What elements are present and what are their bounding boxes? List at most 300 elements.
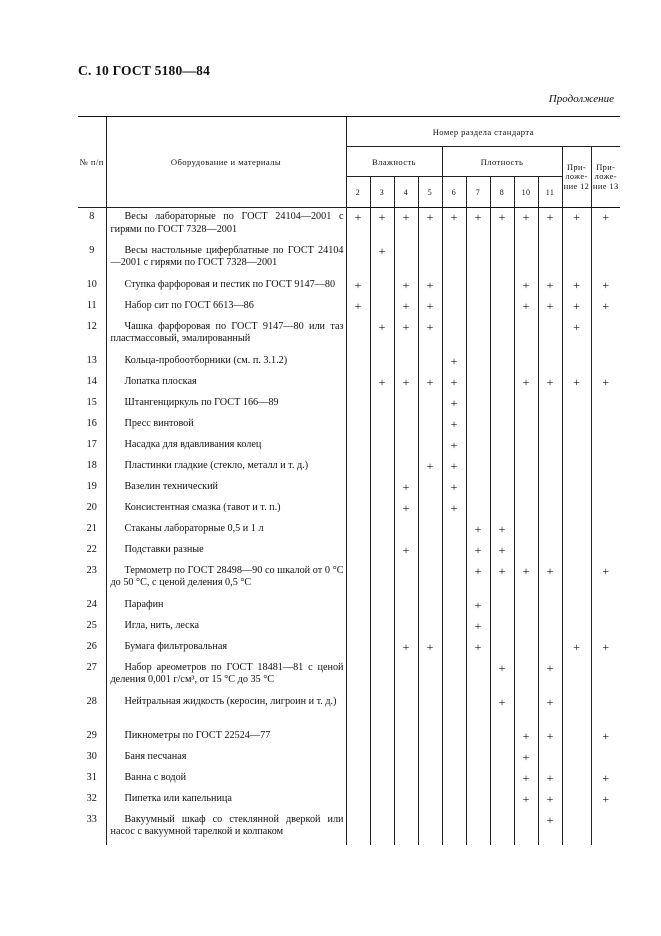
header-density: Плотность bbox=[442, 147, 562, 177]
mark-cell bbox=[490, 394, 514, 415]
mark-cell bbox=[418, 352, 442, 373]
mark-cell bbox=[418, 562, 442, 596]
header-section-10: 10 bbox=[514, 177, 538, 208]
equipment-name: Вакуумный шкаф со стеклянной дверкой или насос с вакуумной тарелкой и колпаком bbox=[106, 811, 346, 845]
mark-cell: + bbox=[562, 638, 591, 659]
table-row bbox=[78, 373, 620, 394]
mark-cell bbox=[418, 499, 442, 520]
mark-cell bbox=[346, 352, 370, 373]
mark-cell bbox=[370, 520, 394, 541]
mark-cell: + bbox=[538, 811, 562, 845]
mark-cell: + bbox=[346, 297, 370, 318]
row-number: 14 bbox=[86, 375, 97, 387]
mark-cell bbox=[466, 373, 490, 394]
table-row bbox=[78, 208, 620, 242]
row-number: 13 bbox=[86, 354, 97, 366]
header-section-6: 6 bbox=[442, 177, 466, 208]
mark-cell bbox=[514, 693, 538, 727]
mark-cell bbox=[591, 659, 620, 693]
mark-cell: + bbox=[442, 499, 466, 520]
equipment-name: Пресс винтовой bbox=[106, 415, 346, 436]
mark-cell bbox=[538, 436, 562, 457]
mark-cell bbox=[490, 727, 514, 748]
mark-cell bbox=[394, 562, 418, 596]
mark-cell bbox=[490, 790, 514, 811]
row-number: 23 bbox=[86, 564, 97, 576]
mark-cell bbox=[370, 769, 394, 790]
mark-cell bbox=[538, 352, 562, 373]
mark-cell bbox=[442, 638, 466, 659]
mark-cell bbox=[490, 297, 514, 318]
row-number: 10 bbox=[86, 278, 97, 290]
mark-cell bbox=[346, 638, 370, 659]
mark-cell: + bbox=[394, 638, 418, 659]
header-section-7: 7 bbox=[466, 177, 490, 208]
mark-cell bbox=[591, 520, 620, 541]
mark-cell bbox=[346, 394, 370, 415]
mark-cell bbox=[490, 373, 514, 394]
mark-cell bbox=[418, 617, 442, 638]
row-number: 33 bbox=[86, 813, 97, 825]
row-number: 22 bbox=[86, 543, 97, 555]
mark-cell bbox=[591, 394, 620, 415]
mark-cell bbox=[346, 541, 370, 562]
mark-cell: + bbox=[514, 562, 538, 596]
mark-cell bbox=[562, 478, 591, 499]
equipment-name: Парафин bbox=[106, 596, 346, 617]
table-row bbox=[78, 352, 620, 373]
mark-cell bbox=[562, 436, 591, 457]
mark-cell bbox=[538, 541, 562, 562]
mark-cell: + bbox=[538, 276, 562, 297]
mark-cell: + bbox=[394, 276, 418, 297]
mark-cell: + bbox=[394, 499, 418, 520]
mark-cell bbox=[346, 242, 370, 276]
equipment-name: Ванна с водой bbox=[106, 769, 346, 790]
mark-cell bbox=[591, 596, 620, 617]
mark-cell bbox=[466, 659, 490, 693]
mark-cell: + bbox=[418, 373, 442, 394]
row-number: 8 bbox=[89, 211, 95, 222]
table-row bbox=[78, 596, 620, 617]
row-number: 12 bbox=[86, 320, 97, 332]
mark-cell: + bbox=[346, 276, 370, 297]
mark-cell bbox=[394, 693, 418, 727]
mark-cell bbox=[466, 394, 490, 415]
mark-cell bbox=[442, 596, 466, 617]
mark-cell bbox=[490, 748, 514, 769]
mark-cell: + bbox=[370, 208, 394, 242]
mark-cell bbox=[514, 478, 538, 499]
mark-cell bbox=[346, 596, 370, 617]
mark-cell bbox=[346, 415, 370, 436]
mark-cell bbox=[466, 318, 490, 352]
mark-cell bbox=[538, 617, 562, 638]
row-number: 29 bbox=[86, 729, 97, 741]
header-section-4: 4 bbox=[394, 177, 418, 208]
mark-cell: + bbox=[466, 596, 490, 617]
mark-cell: + bbox=[562, 373, 591, 394]
mark-cell bbox=[346, 436, 370, 457]
mark-cell bbox=[514, 457, 538, 478]
mark-cell bbox=[591, 242, 620, 276]
header-appendix-13: При-ложе-ние 13 bbox=[591, 147, 620, 208]
mark-cell bbox=[370, 659, 394, 693]
mark-cell bbox=[466, 811, 490, 845]
mark-cell bbox=[370, 811, 394, 845]
mark-cell bbox=[514, 617, 538, 638]
equipment-name: Термометр по ГОСТ 28498—90 со шкалой от 0 °С до 50 °С, с ценой деления 0,5 °С bbox=[106, 562, 346, 596]
mark-cell bbox=[418, 748, 442, 769]
mark-cell bbox=[514, 415, 538, 436]
equipment-name: Пипетка или капельница bbox=[106, 790, 346, 811]
mark-cell bbox=[442, 748, 466, 769]
header-section-5: 5 bbox=[418, 177, 442, 208]
mark-cell bbox=[394, 436, 418, 457]
mark-cell bbox=[466, 242, 490, 276]
mark-cell bbox=[562, 562, 591, 596]
mark-cell bbox=[538, 748, 562, 769]
mark-cell bbox=[591, 617, 620, 638]
mark-cell bbox=[370, 638, 394, 659]
mark-cell bbox=[442, 769, 466, 790]
mark-cell bbox=[490, 478, 514, 499]
mark-cell bbox=[562, 541, 591, 562]
mark-cell bbox=[418, 769, 442, 790]
mark-cell: + bbox=[591, 373, 620, 394]
mark-cell bbox=[394, 596, 418, 617]
mark-cell bbox=[490, 415, 514, 436]
mark-cell: + bbox=[514, 748, 538, 769]
equipment-name: Насадка для вдавливания колец bbox=[106, 436, 346, 457]
mark-cell bbox=[514, 352, 538, 373]
mark-cell bbox=[562, 520, 591, 541]
row-number: 26 bbox=[86, 640, 97, 652]
mark-cell bbox=[442, 790, 466, 811]
equipment-name: Вазелин технический bbox=[106, 478, 346, 499]
equipment-name: Лопатка плоская bbox=[106, 373, 346, 394]
mark-cell bbox=[346, 478, 370, 499]
mark-cell bbox=[538, 638, 562, 659]
mark-cell bbox=[591, 478, 620, 499]
mark-cell: + bbox=[490, 659, 514, 693]
mark-cell bbox=[562, 769, 591, 790]
mark-cell: + bbox=[418, 276, 442, 297]
mark-cell bbox=[490, 499, 514, 520]
header-no: № п/п bbox=[78, 117, 106, 208]
table-row bbox=[78, 811, 620, 845]
mark-cell: + bbox=[538, 769, 562, 790]
equipment-name: Пикнометры по ГОСТ 22524—77 bbox=[106, 727, 346, 748]
mark-cell bbox=[514, 659, 538, 693]
table-row bbox=[78, 478, 620, 499]
equipment-name: Бумага фильтровальная bbox=[106, 638, 346, 659]
mark-cell bbox=[370, 541, 394, 562]
mark-cell bbox=[490, 276, 514, 297]
mark-cell: + bbox=[418, 208, 442, 242]
mark-cell bbox=[370, 499, 394, 520]
mark-cell bbox=[346, 520, 370, 541]
row-number: 32 bbox=[86, 792, 97, 804]
mark-cell bbox=[418, 790, 442, 811]
mark-cell bbox=[370, 693, 394, 727]
equipment-name: Кольца-пробоотборники (см. п. 3.1.2) bbox=[106, 352, 346, 373]
mark-cell: + bbox=[466, 562, 490, 596]
mark-cell bbox=[538, 415, 562, 436]
mark-cell bbox=[346, 659, 370, 693]
mark-cell bbox=[591, 436, 620, 457]
row-number: 15 bbox=[86, 396, 97, 408]
mark-cell bbox=[466, 436, 490, 457]
equipment-name: Набор сит по ГОСТ 6613—86 bbox=[106, 297, 346, 318]
table-row bbox=[78, 617, 620, 638]
mark-cell bbox=[466, 297, 490, 318]
mark-cell bbox=[394, 659, 418, 693]
mark-cell: + bbox=[442, 373, 466, 394]
mark-cell: + bbox=[418, 318, 442, 352]
table-row bbox=[78, 499, 620, 520]
mark-cell bbox=[514, 394, 538, 415]
mark-cell: + bbox=[538, 790, 562, 811]
mark-cell bbox=[490, 457, 514, 478]
mark-cell: + bbox=[591, 208, 620, 242]
mark-cell bbox=[346, 748, 370, 769]
mark-cell: + bbox=[591, 638, 620, 659]
mark-cell: + bbox=[514, 727, 538, 748]
mark-cell bbox=[490, 769, 514, 790]
row-number: 16 bbox=[86, 417, 97, 429]
mark-cell bbox=[442, 693, 466, 727]
table-row bbox=[78, 790, 620, 811]
mark-cell bbox=[346, 318, 370, 352]
mark-cell: + bbox=[466, 541, 490, 562]
mark-cell: + bbox=[418, 297, 442, 318]
mark-cell: + bbox=[514, 373, 538, 394]
mark-cell bbox=[418, 415, 442, 436]
mark-cell bbox=[562, 693, 591, 727]
mark-cell bbox=[442, 318, 466, 352]
equipment-name: Нейтральная жидкость (керосин, лигроин и т. д.) bbox=[106, 693, 346, 727]
mark-cell bbox=[442, 242, 466, 276]
table-row bbox=[78, 638, 620, 659]
mark-cell: + bbox=[514, 790, 538, 811]
table-row bbox=[78, 318, 620, 352]
mark-cell: + bbox=[514, 208, 538, 242]
mark-cell bbox=[418, 541, 442, 562]
mark-cell: + bbox=[562, 276, 591, 297]
mark-cell bbox=[490, 811, 514, 845]
mark-cell bbox=[370, 617, 394, 638]
mark-cell: + bbox=[538, 297, 562, 318]
header-appendix-12: При-ложе-ние 12 bbox=[562, 147, 591, 208]
row-number: 31 bbox=[86, 771, 97, 783]
mark-cell bbox=[562, 811, 591, 845]
mark-cell bbox=[538, 318, 562, 352]
row-number: 18 bbox=[86, 459, 97, 471]
mark-cell bbox=[562, 394, 591, 415]
mark-cell bbox=[394, 520, 418, 541]
mark-cell: + bbox=[591, 297, 620, 318]
mark-cell bbox=[418, 478, 442, 499]
table-row bbox=[78, 659, 620, 693]
mark-cell bbox=[346, 727, 370, 748]
mark-cell: + bbox=[538, 659, 562, 693]
equipment-name: Штангенциркуль по ГОСТ 166—89 bbox=[106, 394, 346, 415]
mark-cell bbox=[418, 436, 442, 457]
mark-cell bbox=[514, 499, 538, 520]
table-row bbox=[78, 520, 620, 541]
mark-cell bbox=[562, 790, 591, 811]
mark-cell: + bbox=[562, 318, 591, 352]
mark-cell bbox=[490, 352, 514, 373]
mark-cell: + bbox=[442, 208, 466, 242]
mark-cell bbox=[466, 499, 490, 520]
mark-cell bbox=[346, 769, 370, 790]
mark-cell: + bbox=[538, 208, 562, 242]
mark-cell bbox=[466, 769, 490, 790]
mark-cell bbox=[514, 596, 538, 617]
mark-cell: + bbox=[538, 727, 562, 748]
mark-cell bbox=[466, 457, 490, 478]
mark-cell bbox=[466, 727, 490, 748]
mark-cell: + bbox=[591, 562, 620, 596]
mark-cell bbox=[394, 242, 418, 276]
row-number: 20 bbox=[86, 501, 97, 513]
header-section-11: 11 bbox=[538, 177, 562, 208]
header-section-8: 8 bbox=[490, 177, 514, 208]
mark-cell bbox=[514, 541, 538, 562]
mark-cell bbox=[466, 415, 490, 436]
mark-cell bbox=[442, 276, 466, 297]
table-row bbox=[78, 276, 620, 297]
table-row bbox=[78, 297, 620, 318]
row-number: 28 bbox=[86, 695, 97, 707]
page-header: С. 10 ГОСТ 5180—84 bbox=[78, 63, 211, 78]
mark-cell bbox=[394, 811, 418, 845]
mark-cell bbox=[591, 693, 620, 727]
mark-cell: + bbox=[514, 276, 538, 297]
mark-cell: + bbox=[442, 415, 466, 436]
mark-cell bbox=[370, 478, 394, 499]
mark-cell: + bbox=[346, 208, 370, 242]
mark-cell: + bbox=[394, 373, 418, 394]
mark-cell bbox=[538, 242, 562, 276]
mark-cell: + bbox=[442, 394, 466, 415]
mark-cell bbox=[591, 415, 620, 436]
mark-cell bbox=[562, 415, 591, 436]
mark-cell bbox=[562, 499, 591, 520]
mark-cell bbox=[418, 242, 442, 276]
row-number: 9 bbox=[89, 244, 95, 256]
mark-cell: + bbox=[442, 352, 466, 373]
mark-cell bbox=[562, 457, 591, 478]
mark-cell bbox=[514, 520, 538, 541]
row-number: 11 bbox=[86, 299, 97, 311]
equipment-name: Пластинки гладкие (стекло, металл и т. д.) bbox=[106, 457, 346, 478]
mark-cell bbox=[394, 769, 418, 790]
mark-cell bbox=[442, 659, 466, 693]
mark-cell bbox=[490, 596, 514, 617]
mark-cell bbox=[562, 617, 591, 638]
mark-cell bbox=[562, 659, 591, 693]
equipment-name: Подставки разные bbox=[106, 541, 346, 562]
mark-cell bbox=[490, 242, 514, 276]
mark-cell: + bbox=[591, 727, 620, 748]
mark-cell bbox=[466, 478, 490, 499]
equipment-name: Консистентная смазка (тавот и т. п.) bbox=[106, 499, 346, 520]
mark-cell: + bbox=[538, 373, 562, 394]
mark-cell: + bbox=[394, 318, 418, 352]
row-number: 17 bbox=[86, 438, 97, 450]
mark-cell: + bbox=[538, 693, 562, 727]
equipment-name: Стаканы лабораторные 0,5 и 1 л bbox=[106, 520, 346, 541]
mark-cell bbox=[514, 318, 538, 352]
equipment-name: Весы настольные циферблатные по ГОСТ 24104—2001 с гирями по ГОСТ 7328—2001 bbox=[106, 242, 346, 276]
mark-cell bbox=[394, 617, 418, 638]
mark-cell: + bbox=[466, 617, 490, 638]
mark-cell bbox=[346, 617, 370, 638]
mark-cell bbox=[442, 617, 466, 638]
mark-cell: + bbox=[442, 457, 466, 478]
mark-cell bbox=[514, 436, 538, 457]
equipment-name: Весы лабораторные по ГОСТ 24104—2001 с гирями по ГОСТ 7328—2001 bbox=[106, 208, 346, 242]
mark-cell: + bbox=[442, 478, 466, 499]
mark-cell bbox=[370, 727, 394, 748]
mark-cell bbox=[490, 638, 514, 659]
mark-cell bbox=[490, 436, 514, 457]
mark-cell bbox=[418, 596, 442, 617]
mark-cell: + bbox=[591, 276, 620, 297]
mark-cell bbox=[418, 394, 442, 415]
mark-cell bbox=[562, 242, 591, 276]
mark-cell bbox=[418, 659, 442, 693]
mark-cell bbox=[370, 790, 394, 811]
header-section-3: 3 bbox=[370, 177, 394, 208]
mark-cell: + bbox=[394, 541, 418, 562]
table-row bbox=[78, 562, 620, 596]
mark-cell bbox=[394, 790, 418, 811]
mark-cell bbox=[346, 373, 370, 394]
mark-cell bbox=[591, 499, 620, 520]
mark-cell bbox=[418, 727, 442, 748]
header-section-2: 2 bbox=[346, 177, 370, 208]
mark-cell: + bbox=[394, 478, 418, 499]
mark-cell: + bbox=[370, 242, 394, 276]
table-row bbox=[78, 415, 620, 436]
mark-cell bbox=[346, 499, 370, 520]
mark-cell bbox=[466, 748, 490, 769]
mark-cell bbox=[591, 352, 620, 373]
mark-cell bbox=[370, 596, 394, 617]
table-row bbox=[78, 394, 620, 415]
mark-cell bbox=[370, 436, 394, 457]
row-number: 19 bbox=[86, 480, 97, 492]
mark-cell bbox=[370, 352, 394, 373]
mark-cell bbox=[562, 352, 591, 373]
mark-cell: + bbox=[490, 541, 514, 562]
table-row bbox=[78, 242, 620, 276]
table-row bbox=[78, 457, 620, 478]
row-number: 21 bbox=[86, 522, 97, 534]
equipment-name: Игла, нить, леска bbox=[106, 617, 346, 638]
mark-cell bbox=[538, 499, 562, 520]
mark-cell bbox=[514, 242, 538, 276]
mark-cell bbox=[538, 596, 562, 617]
mark-cell bbox=[418, 811, 442, 845]
mark-cell: + bbox=[514, 297, 538, 318]
row-number: 27 bbox=[86, 661, 97, 673]
mark-cell bbox=[514, 638, 538, 659]
